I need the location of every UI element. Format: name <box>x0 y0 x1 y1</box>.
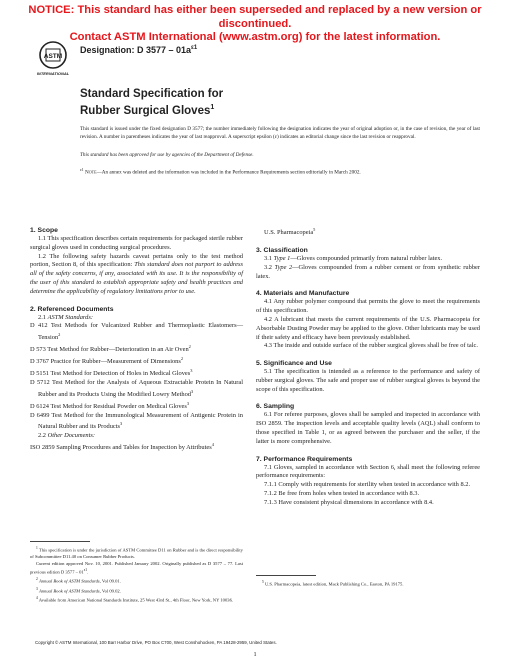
issue-note: This standard is issued under the fixed designation D 3577; the number immediately following the designation indicates the year of original adoption or, in the case of revision, the year of last revision. A number in parentheses indicates the year of last reapproval. A superscript epsilon (ε) indicates an editorial change since the last revision or reapproval. <box>80 126 480 140</box>
ref-d6124: D 6124 Test Method for Residual Powder on Medical Gloves$^3$ <box>30 400 190 410</box>
para-1-2: 1.2 The following safety hazards caveat pertains only to the test method portion, Section 8, of this specification: This standard does not purport to address all of the safety concerns, if any, associated with its use. It is the responsibility of the user of this standard to establish appropriate safety and health practices and determine the applicability of regulatory limitations prior to use. <box>30 252 243 295</box>
para-5-1: 5.1 The specification is intended as a reference to the performance and safety of rubber surgical gloves. The safe and proper use of rubber surgical gloves is beyond the scope of this specification. <box>256 368 480 393</box>
footnote-2: $^2$ Annual Book of ASTM Standards, Vol 09.01. <box>36 577 121 584</box>
para-7-1-3: 7.1.3 Have consistent physical dimensions in accordance with 8.4. <box>264 498 434 506</box>
ref-d6499: D 6499 Test Method for the Immunological Measurement of Antigenic Protein in Natural Rubber and its Products$^3$ <box>30 411 243 431</box>
ref-d5151: D 5151 Test Method for Detection of Holes in Medical Gloves$^3$ <box>30 367 193 378</box>
footnotes-left <box>30 545 243 604</box>
section-4-heading: 4. Materials and Manufacture <box>256 290 350 298</box>
footnote-5: $^5$ U.S. Pharmacopeia, latest edition, Mack Publishing Co., Easton, PA 19175. <box>262 580 404 587</box>
footnote-rule-left <box>30 541 90 542</box>
footnote-4: $^4$ Available from American National Standards Institute, 25 West 43rd St., 4th Floor, New York, NY 10036. <box>36 595 234 603</box>
logo-letters: ASTM <box>43 53 63 60</box>
footnote-rule-right <box>256 575 316 576</box>
para-3-2: 3.2 Type 2—Gloves compounded from a rubber cement or from synthetic rubber latex. <box>256 263 480 280</box>
para-4-3: 4.3 The inside and outside surface of the rubber surgical gloves shall be free of talc. <box>264 342 478 350</box>
ref-iso2859: ISO 2859 Sampling Procedures and Tables for Inspection by Attributes$^4$ <box>30 442 214 452</box>
footnote-1b: Current edition approved Nov. 10, 2001. Published January 2002. Originally published as D 3577 – 77. Last previous edition D $3577 - 01^{\varepsilon 1}$. <box>30 560 243 575</box>
notice-line-1: NOTICE: This standard has either been superseded and replaced by a new version or discontinued. <box>28 4 482 30</box>
copyright-line: Copyright © ASTM International, 100 Barr Harbor Drive, PO Box C700, West Conshohocken, PA 19428-2959, United States. <box>35 640 277 645</box>
footnote-3: $^3$ Annual Book of ASTM Standards, Vol 09.02. <box>36 586 121 594</box>
footnotes-right <box>256 579 480 588</box>
title-line-1: Standard Specification for <box>80 88 224 100</box>
ref-d573: D 573 Test Method for Rubber—Deterioration in an Air Oven$^2$ <box>30 344 191 354</box>
para-4-2: 4.2 A lubricant that meets the current requirements of the U.S. Pharmacopeia for Absorbable Dusting Powder may be applied to the glove. Other lubricants may be used if their safety and efficacy have been previously established. <box>256 315 480 341</box>
para-7-1-1: 7.1.1 Comply with requirements for sterility when tested in accordance with 8.2. <box>264 481 471 489</box>
section-3-heading: 3. Classification <box>256 246 308 254</box>
para-6-1: 6.1 For referee purposes, gloves shall be sampled and inspected in accordance with ISO 2859. The inspection levels and acceptable quality levels (AQL) shall conform to those specified in Table 1, or as agreed between the purchaser and the seller, if the latter is more comprehensive. <box>256 411 480 445</box>
section-2-heading: 2. Referenced Documents <box>30 305 114 313</box>
section-5-heading: 5. Significance and Use <box>256 360 332 368</box>
page-number: 1 <box>253 651 257 658</box>
ref-usp: U.S. Pharmacopeia$^5$ <box>264 227 316 237</box>
para-7-1-2: 7.1.2 Be free from holes when tested in accordance with 8.3. <box>264 490 420 498</box>
footnote-1: $^1$ This specification is under the jurisdiction of ASTM Committee D11 on Rubber and is the direct responsibility of Subcommittee D11.40 on Consumer Rubber Products. <box>30 546 243 560</box>
section-1-heading: 1. Scope <box>30 227 58 234</box>
right-column <box>256 226 480 508</box>
astm-logo-icon <box>36 40 70 78</box>
ref-d3767: D 3767 Practice for Rubber—Measurement of Dimensions$^2$ <box>30 356 184 366</box>
designation <box>80 45 197 55</box>
para-3-1: 3.1 Type 1—Gloves compounded primarily from natural rubber latex. <box>264 254 443 262</box>
supersede-notice <box>0 4 510 45</box>
section-6-heading: 6. Sampling <box>256 403 295 411</box>
document-title <box>80 88 380 118</box>
title-line-2: Rubber Surgical Gloves$^1$ <box>80 104 215 117</box>
logo-text: INTERNATIONAL <box>36 71 70 76</box>
approved-note: This standard has been approved for use by agencies of the Department of Defense. <box>80 152 254 158</box>
left-column <box>30 226 243 453</box>
para-7-1: 7.1 Gloves, sampled in accordance with Section 6, shall meet the following referee performance requirements: <box>256 463 480 480</box>
para-2-2: 2.2 Other Documents: <box>38 432 95 440</box>
para-4-1: 4.1 Any rubber polymer compound that permits the glove to meet the requirements of this specification. <box>256 298 480 315</box>
designation-text: Designation: D 3577 – 01a <box>80 45 192 55</box>
section-7-heading: 7. Performance Requirements <box>256 455 353 463</box>
notice-line-2: Contact ASTM International (www.astm.org) for the latest information. <box>69 31 441 43</box>
para-1-1: 1.1 This specification describes certain requirements for packaged sterile rubber surgical gloves used in conducting surgical procedures. <box>30 235 243 251</box>
ref-d5712: D 5712 Test Method for the Analysis of Aqueous Extractable Protein In Natural Rubber and its Products Using the Modified Lowry Method$^3$ <box>30 378 243 398</box>
para-2-1: 2.1 ASTM Standards: <box>38 313 93 321</box>
ref-d412: D 412 Test Methods for Vulcanized Rubber and Thermoplastic Elastomers—Tension$^2$ <box>30 322 243 342</box>
designation-sup: ε1 <box>191 45 198 51</box>
editorial-note: $^{\varepsilon 1}$ Note—An annex was deleted and the information was included in the Performance Requirements section editorially in March 2002. <box>80 167 361 176</box>
